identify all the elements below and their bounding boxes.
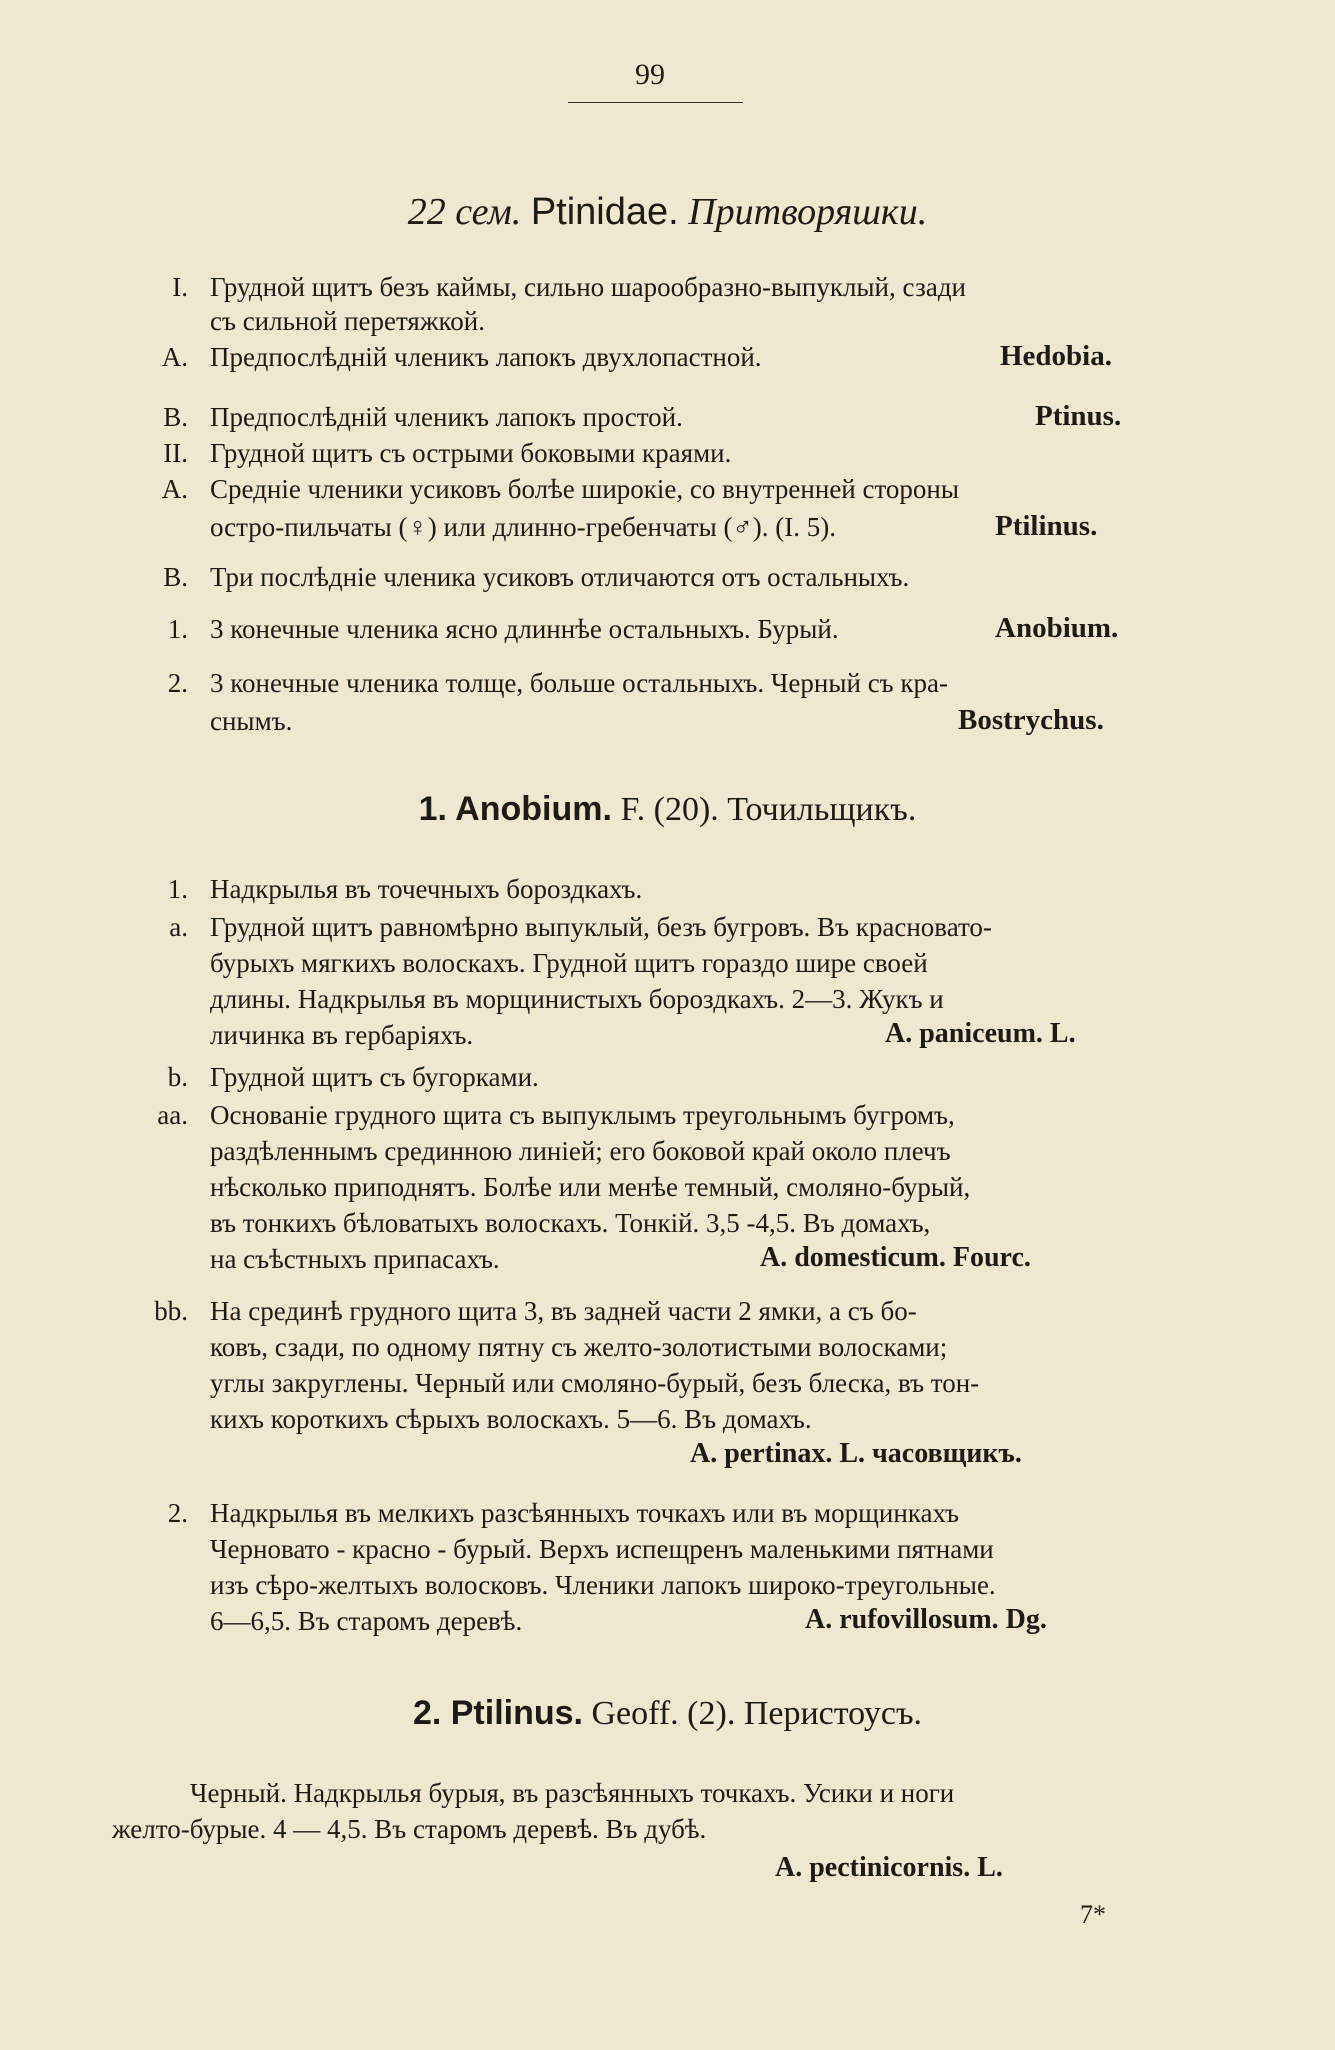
key-label: A. — [161, 342, 188, 372]
key-text: на съѣстныхъ припасахъ. — [210, 1244, 500, 1274]
key-text: Грудной щитъ съ острыми боковыми краями. — [210, 438, 732, 468]
key-label: 2. — [167, 1498, 188, 1528]
family-number: 22 сем. — [407, 191, 522, 233]
key-text: раздѣленнымъ срединною линіей; его боковой край около плечъ — [210, 1136, 951, 1166]
genus-heading-rest: F. (20). Точильщикъ. — [620, 791, 917, 828]
key-label: 1. — [167, 614, 188, 644]
key-text: Предпослѣдній членикъ лапокъ простой. — [210, 402, 683, 432]
key-text: Средніе членики усиковъ болѣе широкіе, со внутренней стороны — [210, 474, 960, 504]
genus-heading-latin: 2. Ptilinus. — [412, 1694, 583, 1732]
key-text: изъ сѣро-желтыхъ волосковъ. Членики лапокъ широко-треугольные. — [210, 1570, 996, 1600]
key-text: личинка въ гербаріяхъ. — [210, 1020, 474, 1050]
key-text: Грудной щитъ съ бугорками. — [210, 1062, 539, 1092]
key-label: B. — [163, 402, 188, 432]
species-name: A. paniceum. L. — [885, 1018, 1076, 1049]
key-text: бурыхъ мягкихъ волоскахъ. Грудной щитъ гораздо шире своей — [210, 948, 928, 978]
key-label: bb. — [154, 1296, 188, 1326]
species-name: A. domesticum. Fourc. — [760, 1242, 1031, 1273]
key-text: длины. Надкрылья въ морщинистыхъ бороздкахъ. 2—3. Жукъ и — [210, 984, 944, 1014]
key-text: Черновато - красно - бурый. Верхъ испещренъ маленькими пятнами — [210, 1534, 994, 1564]
key-text: нѣсколько приподнятъ. Болѣе или менѣе темный, смоляно-бурый, — [210, 1172, 971, 1202]
key-text: Три послѣдніе членика усиковъ отличаются отъ остальныхъ. — [210, 562, 910, 592]
key-label: aa. — [157, 1100, 188, 1130]
key-text: Предпослѣдній членикъ лапокъ двухлопастной. — [210, 342, 762, 372]
species-name: A. pertinax. L. часовщикъ. — [690, 1438, 1022, 1469]
key-text: снымъ. — [210, 706, 293, 736]
key-text: Грудной щитъ безъ каймы, сильно шарообразно-выпуклый, сзади — [210, 272, 966, 302]
header-rule — [568, 102, 743, 103]
genus-name: Ptilinus. — [995, 510, 1098, 542]
key-label: I. — [172, 272, 188, 302]
key-label: a. — [169, 912, 188, 942]
species-name: A. pectinicornis. L. — [775, 1852, 1003, 1883]
family-latin-name: Ptinidae. — [530, 191, 679, 233]
key-label: b. — [167, 1062, 188, 1092]
key-text: углы закруглены. Черный или смоляно-бурый, безъ блеска, въ тон- — [210, 1368, 980, 1398]
page-number: 99 — [635, 58, 665, 91]
genus-heading-latin: 1. Anobium. — [418, 790, 612, 828]
key-text: ковъ, сзади, по одному пятну съ желто-золотистыми волосками; — [210, 1332, 948, 1362]
key-text: На срединѣ грудного щита 3, въ задней части 2 ямки, а съ бо- — [210, 1296, 917, 1326]
key-text: 3 конечные членика ясно длиннѣе остальныхъ. Бурый. — [210, 614, 839, 644]
key-text: кихъ короткихъ сѣрыхъ волоскахъ. 5—6. Въ домахъ. — [210, 1404, 812, 1434]
key-label: A. — [161, 474, 188, 504]
genus-name: Anobium. — [995, 612, 1119, 644]
key-text: съ сильной перетяжкой. — [210, 306, 485, 336]
key-text: 6—6,5. Въ старомъ деревѣ. — [210, 1606, 523, 1636]
paragraph-line: желто-бурые. 4 — 4,5. Въ старомъ деревѣ. Въ дубѣ. — [112, 1814, 707, 1844]
key-text: Надкрылья въ точечныхъ бороздкахъ. — [210, 874, 643, 904]
key-label: II. — [163, 438, 188, 468]
genus-name: Ptinus. — [1035, 400, 1122, 432]
genus-heading-anobium — [0, 790, 1335, 829]
genus-name: Hedobia. — [1000, 340, 1112, 372]
family-heading — [0, 190, 1335, 234]
key-label: 2. — [167, 668, 188, 698]
key-text: Грудной щитъ равномѣрно выпуклый, безъ бугровъ. Въ красновато- — [210, 912, 992, 942]
key-text: остро-пильчаты (♀) или длинно-гребенчаты (♂). (I. 5). — [210, 512, 836, 542]
key-text: въ тонкихъ бѣловатыхъ волоскахъ. Тонкій. 3,5 -4,5. Въ домахъ, — [210, 1208, 931, 1238]
key-label: B. — [163, 562, 188, 592]
family-russian-name: Притворяшки. — [688, 191, 928, 233]
key-label: 1. — [167, 874, 188, 904]
key-text: Основаніе грудного щита съ выпуклымъ треугольнымъ бугромъ, — [210, 1100, 955, 1130]
signature-mark: 7* — [1080, 1900, 1106, 1929]
species-name: A. rufovillosum. Dg. — [805, 1604, 1047, 1635]
key-text: Надкрылья въ мелкихъ разсѣянныхъ точкахъ или въ морщинкахъ — [210, 1498, 959, 1528]
genus-heading-ptilinus — [0, 1694, 1335, 1733]
genus-name: Bostrychus. — [958, 704, 1104, 736]
key-text: 3 конечные членика толще, больше остальныхъ. Черный съ кра- — [210, 668, 948, 698]
paragraph-line: Черный. Надкрылья бурыя, въ разсѣянныхъ точкахъ. Усики и ноги — [190, 1778, 955, 1808]
genus-heading-rest: Geoff. (2). Перистоусъ. — [591, 1695, 923, 1732]
